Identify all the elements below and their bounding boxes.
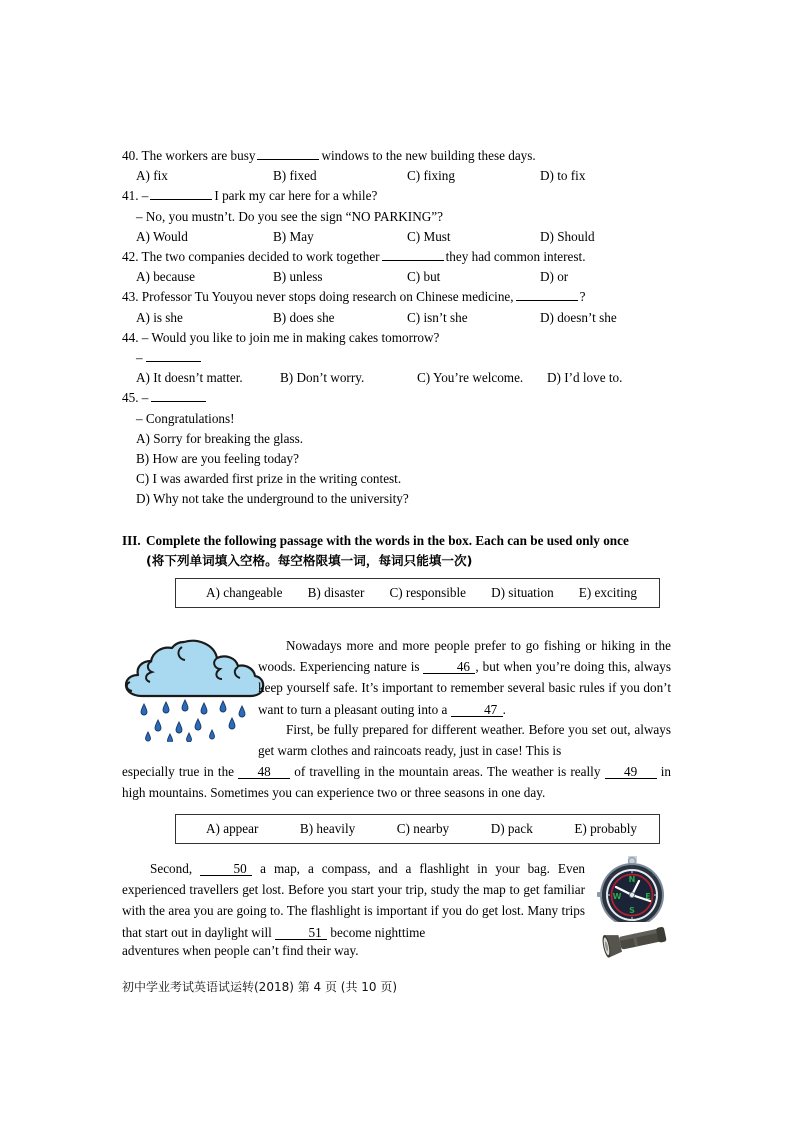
stem-text-before: The two companies decided to work together bbox=[141, 248, 380, 264]
flashlight-icon bbox=[594, 922, 674, 960]
answer-blank[interactable] bbox=[516, 289, 578, 301]
option-a[interactable]: A) is she bbox=[136, 309, 183, 325]
stem-text-after: windows to the new building these days. bbox=[321, 148, 536, 163]
question-number: 42. bbox=[122, 248, 139, 264]
passage-text: Second, bbox=[150, 861, 193, 876]
passage-text: a map, a compass, and a flashlight in your bag. Even experienced travellers get lost. Before you start your trip, study the map to get familiar with the area you are going to. The flashlight is important if you do get lost. Many trips that start out in daylight will bbox=[122, 861, 586, 940]
word-option-b[interactable]: B) disaster bbox=[307, 585, 365, 600]
svg-text:W: W bbox=[612, 892, 622, 901]
option-d[interactable]: D) or bbox=[540, 269, 569, 285]
option-b[interactable]: B) May bbox=[273, 228, 314, 244]
word-option-d[interactable]: D) situation bbox=[491, 585, 554, 600]
passage-paragraph-2b bbox=[122, 761, 671, 803]
option-a[interactable]: A) It doesn’t matter. bbox=[136, 370, 243, 386]
word-option-d[interactable]: D) pack bbox=[490, 821, 533, 836]
question-43-options bbox=[122, 308, 671, 328]
question-45-option-a[interactable]: A) Sorry for breaking the glass. bbox=[136, 430, 304, 446]
dialogue-dash: – bbox=[141, 188, 149, 204]
answer-blank[interactable] bbox=[146, 350, 201, 362]
passage-text: Nowadays more and more people prefer to go fishing or hiking in the woods. Experiencing nature is bbox=[258, 638, 671, 675]
option-d[interactable]: D) to fix bbox=[540, 168, 586, 184]
option-d[interactable]: D) Should bbox=[540, 228, 595, 244]
question-41-stem bbox=[122, 186, 671, 206]
passage-text: , but when you’re doing this, always keep yourself safe. It’s important to remember several basic rules if you don’t want to turn a pleasant outing into a bbox=[258, 659, 671, 717]
question-44-stem bbox=[122, 328, 671, 348]
stem-text-after: I park my car here for a while? bbox=[214, 188, 378, 204]
option-d[interactable]: D) doesn’t she bbox=[540, 309, 617, 325]
option-b[interactable]: B) fixed bbox=[273, 168, 317, 184]
stem-text: – Would you like to join me in making cakes tomorrow? bbox=[141, 329, 440, 345]
option-c[interactable]: C) fixing bbox=[407, 168, 455, 184]
passage-paragraph-3a bbox=[122, 858, 585, 943]
passage-text: adventures when people can’t find their way. bbox=[122, 943, 359, 958]
passage-paragraph-1a bbox=[258, 635, 671, 720]
option-c[interactable]: C) but bbox=[407, 269, 441, 285]
answer-blank[interactable] bbox=[151, 390, 206, 402]
question-number: 44. bbox=[122, 329, 139, 345]
section-title-en: Complete the following passage with the words in the box. Each can be used only once bbox=[146, 532, 629, 548]
dialogue-dash: – bbox=[141, 390, 149, 406]
option-d[interactable]: D) I’d love to. bbox=[547, 370, 623, 386]
multiple-choice-section bbox=[122, 146, 671, 571]
question-number: 40. bbox=[122, 148, 139, 163]
word-option-a[interactable]: A) changeable bbox=[206, 585, 283, 600]
question-42-options bbox=[122, 267, 671, 287]
option-b[interactable]: B) does she bbox=[273, 309, 335, 325]
question-42-stem bbox=[122, 247, 671, 267]
blank-50[interactable]: 50 bbox=[200, 862, 252, 876]
question-number: 41. bbox=[122, 188, 139, 204]
section-number: III. bbox=[122, 532, 141, 548]
passage-text: . bbox=[502, 701, 506, 717]
word-option-c[interactable]: C) nearby bbox=[396, 821, 450, 836]
option-a[interactable]: A) because bbox=[136, 269, 195, 285]
rain-cloud-icon bbox=[122, 634, 267, 742]
stem-text-after: they had common interest. bbox=[445, 248, 586, 264]
svg-text:E: E bbox=[645, 892, 651, 901]
word-option-e[interactable]: E) exciting bbox=[578, 585, 637, 600]
question-41-reply: – No, you mustn’t. Do you see the sign “NO PARKING”? bbox=[136, 208, 443, 224]
question-number: 45. bbox=[122, 390, 139, 406]
question-45-option-c[interactable]: C) I was awarded first prize in the writing contest. bbox=[136, 471, 402, 487]
blank-47[interactable]: 47 bbox=[451, 703, 503, 717]
word-option-b[interactable]: B) heavily bbox=[299, 821, 356, 836]
answer-blank[interactable] bbox=[150, 188, 212, 200]
question-45-option-d[interactable]: D) Why not take the underground to the university? bbox=[136, 491, 409, 507]
question-44-options bbox=[122, 368, 671, 388]
option-b[interactable]: B) Don’t worry. bbox=[280, 370, 365, 386]
passage-paragraph-3b bbox=[122, 940, 671, 961]
answer-blank[interactable] bbox=[257, 148, 319, 160]
passage-text: especially true in the bbox=[122, 764, 235, 779]
option-b[interactable]: B) unless bbox=[273, 269, 323, 285]
answer-blank[interactable] bbox=[382, 249, 444, 261]
stem-text-after: ? bbox=[579, 289, 586, 305]
option-c[interactable]: C) Must bbox=[407, 228, 451, 244]
question-45-option-b[interactable]: B) How are you feeling today? bbox=[136, 450, 299, 466]
compass-icon bbox=[595, 856, 671, 930]
option-c[interactable]: C) isn’t she bbox=[407, 309, 468, 325]
question-40-stem bbox=[122, 146, 671, 166]
option-c[interactable]: C) You’re welcome. bbox=[417, 370, 524, 386]
svg-text:S: S bbox=[629, 906, 635, 915]
word-box-1 bbox=[175, 578, 660, 608]
question-number: 43. bbox=[122, 289, 139, 305]
blank-46[interactable]: 46 bbox=[423, 660, 475, 674]
option-a[interactable]: A) fix bbox=[136, 168, 168, 184]
dialogue-dash: – bbox=[136, 349, 143, 365]
passage-text: become nighttime bbox=[330, 924, 426, 940]
blank-49[interactable]: 49 bbox=[605, 765, 657, 779]
option-a[interactable]: A) Would bbox=[136, 228, 188, 244]
svg-text:N: N bbox=[628, 875, 636, 884]
passage-text: First, be fully prepared for different weather. Before you set out, always get warm clothes and raincoats ready, just in case! This is bbox=[258, 722, 671, 759]
blank-48[interactable]: 48 bbox=[238, 765, 290, 779]
blank-51[interactable]: 51 bbox=[275, 926, 327, 940]
question-45-stem bbox=[122, 388, 671, 408]
stem-text-before: The workers are busy bbox=[141, 148, 256, 163]
passage-text: in high mountains. Sometimes you can experience two or three seasons in one day. bbox=[122, 764, 671, 801]
word-option-c[interactable]: C) responsible bbox=[389, 585, 466, 600]
question-43-stem bbox=[122, 287, 671, 307]
question-44-answer-line bbox=[122, 348, 671, 368]
question-41-options bbox=[122, 227, 671, 247]
word-box-2 bbox=[175, 814, 660, 844]
question-45-reply: – Congratulations! bbox=[136, 410, 235, 426]
section-3-heading bbox=[122, 531, 671, 571]
page-footer: 初中学业考试英语试运转(2018) 第 4 页 (共 10 页) bbox=[122, 980, 398, 994]
passage-paragraph-2a bbox=[258, 719, 671, 761]
stem-text-before: Professor Tu Youyou never stops doing research on Chinese medicine, bbox=[141, 289, 514, 305]
word-option-a[interactable]: A) appear bbox=[206, 821, 259, 836]
section-title-cn: (将下列单词填入空格。每空格限填一词，每词只能填一次) bbox=[146, 552, 473, 568]
passage-text: of travelling in the mountain areas. The weather is really bbox=[294, 764, 601, 779]
word-option-e[interactable]: E) probably bbox=[574, 821, 637, 836]
question-40-options bbox=[122, 166, 671, 186]
